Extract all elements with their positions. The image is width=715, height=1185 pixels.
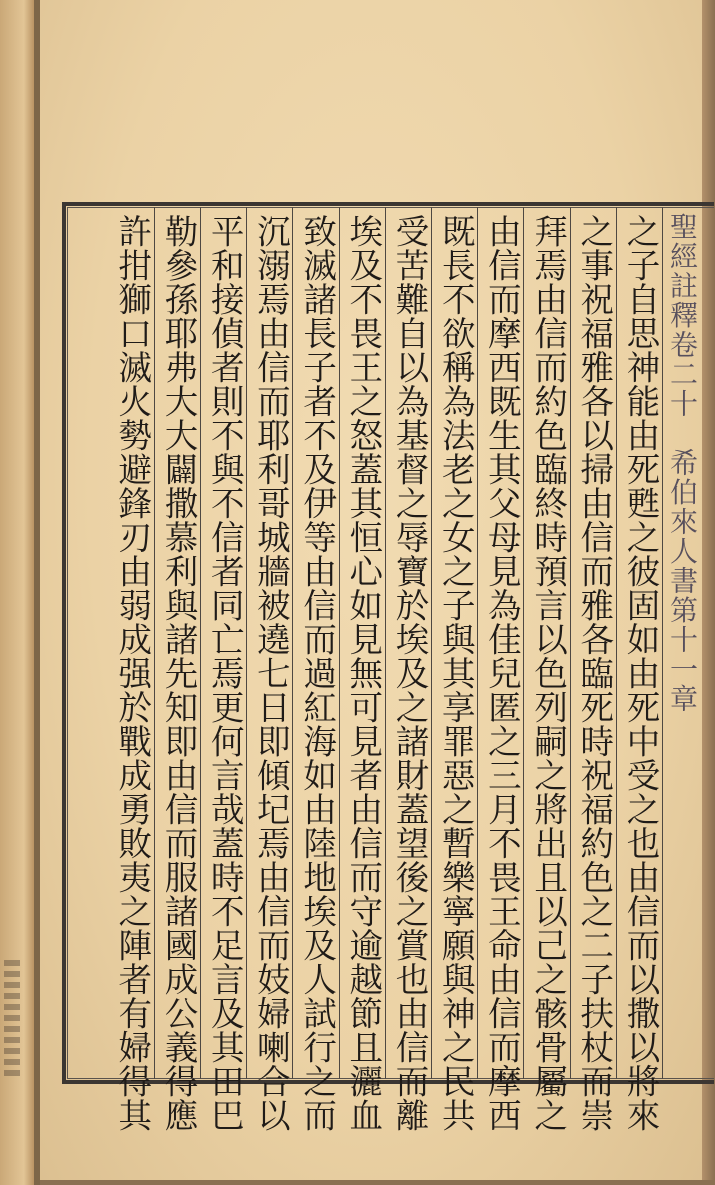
column-text: 致滅諸長子者不及伊等由信而過紅海如由陸地埃及人試行之而 — [297, 214, 337, 1132]
left-page-edge — [0, 0, 34, 1185]
column-text: 拜焉由信而約色臨終時預言以色列嗣之將出且以己之骸骨屬之 — [528, 214, 568, 1132]
column-text: 既長不欲稱為法老之女之子與其享罪惡之暫樂寧願與神之民共 — [436, 214, 476, 1132]
text-column — [110, 214, 154, 1132]
text-column — [156, 214, 200, 1132]
column-rule — [154, 207, 155, 1079]
text-column — [433, 214, 477, 1132]
text-column — [248, 214, 292, 1132]
text-column — [341, 214, 385, 1132]
column-rule — [200, 207, 201, 1079]
header-title: 聖經註釋卷二十 — [666, 212, 699, 419]
column-text: 平和接偵者則不與不信者同亡焉更何言哉蓋時不足言及其田巴 — [205, 214, 245, 1132]
text-column — [479, 214, 523, 1132]
column-rule — [339, 207, 340, 1079]
text-column — [202, 214, 246, 1132]
column-text: 之子自思神能由死甦之彼固如由死中受之也由信而以撒以將來 — [621, 214, 660, 1132]
text-column — [526, 214, 570, 1132]
column-rule — [523, 207, 524, 1079]
column-text: 由信而摩西既生其父母見為佳兒匿之三月不畏王命由信而摩西 — [482, 214, 522, 1132]
column-rule — [570, 207, 571, 1079]
text-column — [387, 214, 431, 1132]
column-rule — [385, 207, 386, 1079]
running-header — [662, 212, 702, 1072]
column-text: 之事祝福雅各以掃由信而雅各臨死時祝福約色之二子扶杖而崇 — [574, 214, 614, 1132]
column-rule — [246, 207, 247, 1079]
left-page-text-fragment — [4, 960, 20, 1080]
header-separator — [666, 419, 699, 449]
column-rule — [477, 207, 478, 1079]
text-column — [618, 214, 662, 1132]
column-rule — [292, 207, 293, 1079]
column-text: 勒參孫耶弗大大闢撒慕利與諸先知即由信而服諸國成公義得應 — [159, 214, 198, 1132]
column-text: 埃及不畏王之怒蓋其恒心如見無可見者由信而守逾越節且灑血 — [343, 214, 383, 1132]
column-rule — [431, 207, 432, 1079]
column-text: 受苦難自以為基督之辱寶於埃及之諸財蓋望後之賞也由信而離 — [390, 214, 429, 1132]
text-column — [572, 214, 616, 1132]
column-rule — [616, 207, 617, 1079]
page-edge-bottom — [40, 1180, 715, 1185]
column-text: 許拑獅口滅火勢避鋒刃由弱成强於戰成勇敗夷之陣者有婦得其 — [112, 214, 152, 1132]
column-rule — [662, 207, 663, 1079]
header-volume: 希伯來人書第十一章 — [666, 448, 699, 714]
column-text: 沉溺焉由信而耶利哥城牆被遶七日即傾圮焉由信而妓婦喇合以 — [251, 214, 291, 1132]
text-column — [295, 214, 339, 1132]
running-header-column — [662, 212, 702, 1072]
